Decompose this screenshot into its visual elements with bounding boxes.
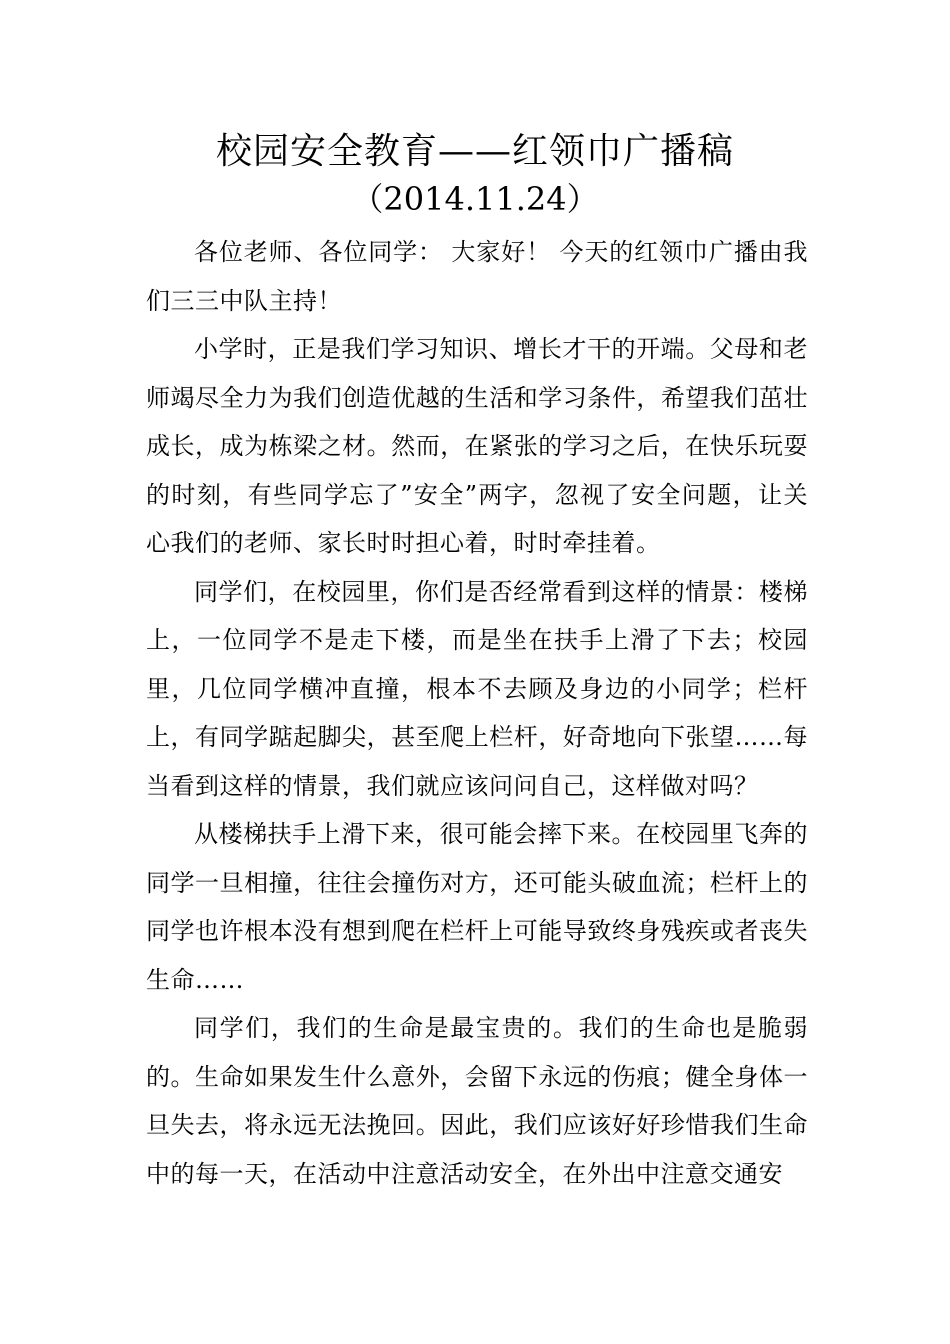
paragraph-consequences: 从楼梯扶手上滑下来，很可能会摔下来。在校园里飞奔的同学一旦相撞，往往会撞伤对方，还可能头破血流；栏杆上的同学也许根本没有想到爬在栏杆上可能导致终身残疾或者丧失生命……: [146, 820, 808, 994]
paragraph-life: 同学们，我们的生命是最宝贵的。我们的生命也是脆弱的。生命如果发生什么意外，会留下永远的伤痕；健全身体一旦失去，将永远无法挽回。因此，我们应该好好珍惜我们生命中的每一天，在活动中注意活动安全，在外出中注意交通安: [146, 1014, 808, 1188]
document-body: [146, 228, 808, 1198]
document-title: 校园安全教育——红领巾广播稿: [215, 131, 734, 172]
paragraph-scenes: 同学们，在校园里，你们是否经常看到这样的情景：楼梯上，一位同学不是走下楼，而是坐在扶手上滑了下去；校园里，几位同学横冲直撞，根本不去顾及身边的小同学；栏杆上，有同学踮起脚尖，甚至爬上栏杆，好奇地向下张望……每当看到这样的情景，我们就应该问问自己，这样做对吗？: [146, 577, 808, 800]
document-date: （2014.11.24）: [351, 180, 599, 218]
paragraph-intro: 小学时，正是我们学习知识、增长才干的开端。父母和老师竭尽全力为我们创造优越的生活和学习条件，希望我们茁壮成长，成为栋梁之材。然而，在紧张的学习之后，在快乐玩耍的时刻，有些同学忘了”安全”两字，忽视了安全问题，让关心我们的老师、家长时时担心着，时时牵挂着。: [146, 335, 808, 557]
paragraph-greeting: 各位老师、各位同学： 大家好！ 今天的红领巾广播由我们三三中队主持！: [146, 238, 808, 315]
